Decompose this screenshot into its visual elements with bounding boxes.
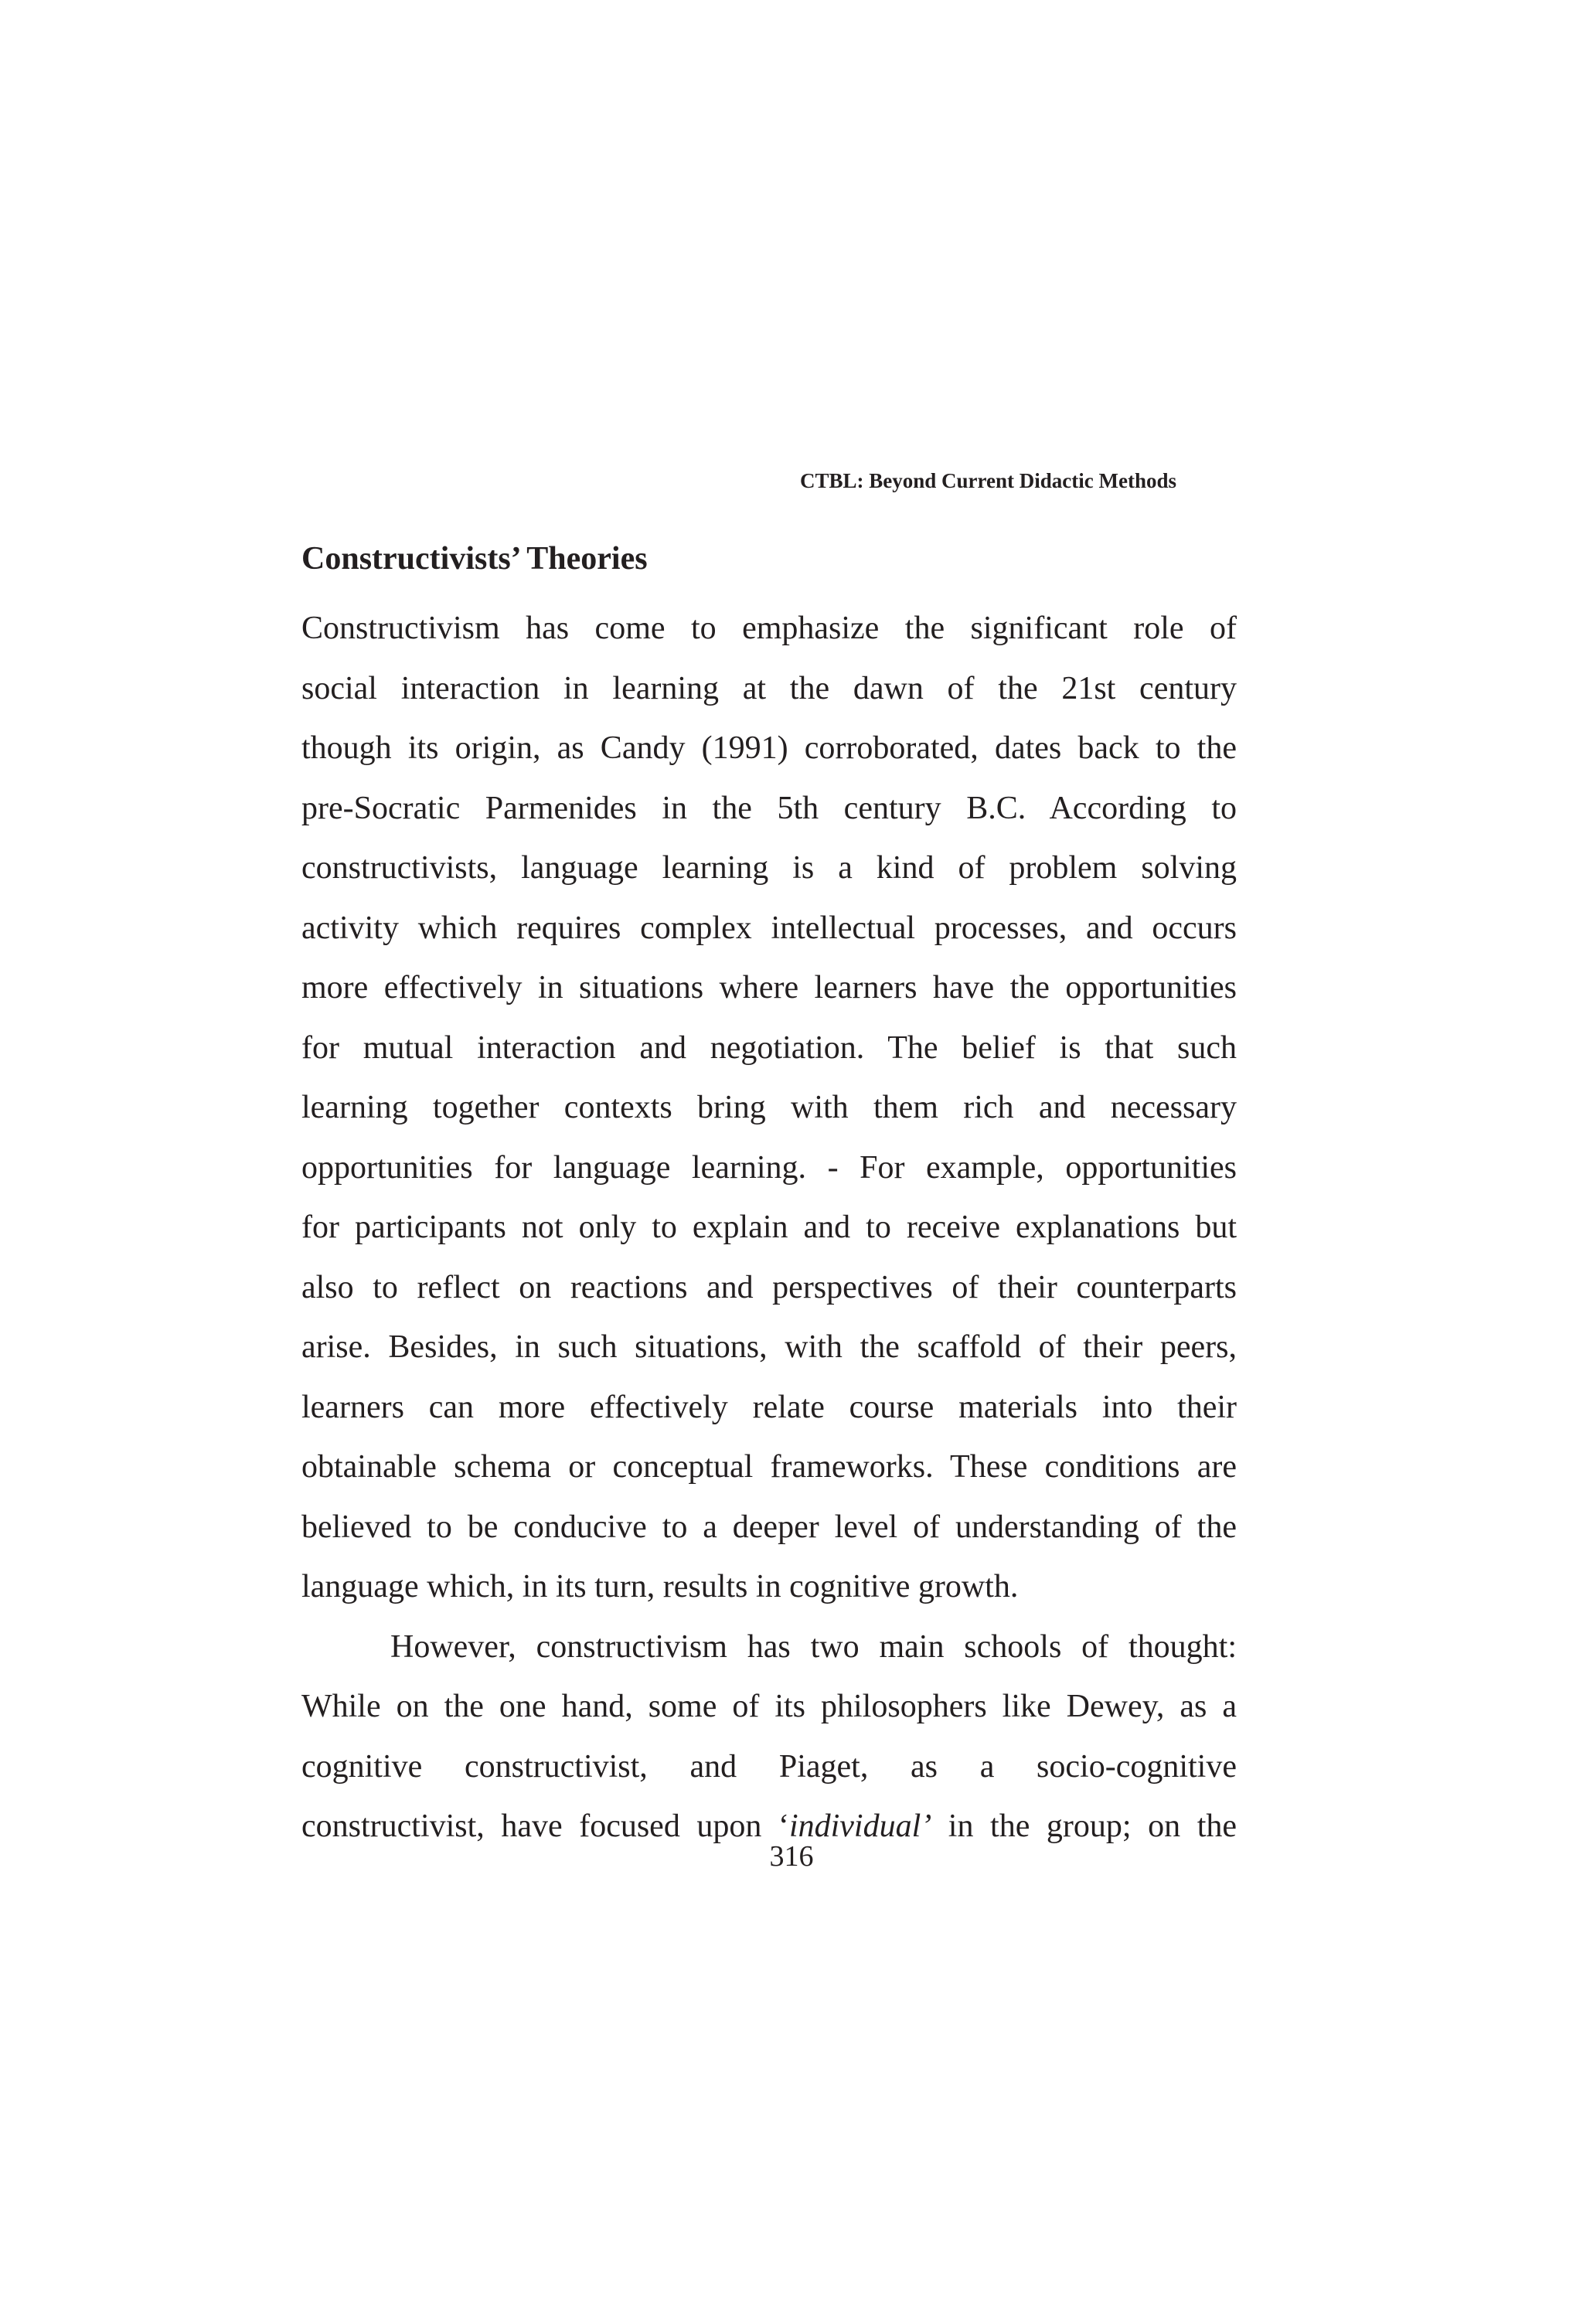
section-heading: Constructivists’ Theories	[301, 541, 648, 577]
text-fragment: in the group; on the	[931, 1809, 1237, 1844]
text-line: learning together contexts bring with them rich and necessary	[301, 1090, 1237, 1125]
text-line: Constructivism has come to emphasize the significant role of	[301, 611, 1237, 646]
text-line: for participants not only to explain and to receive explanations but	[301, 1210, 1237, 1245]
text-line: though its origin, as Candy (1991) corroborated, dates back to the	[301, 730, 1237, 766]
text-line: learners can more effectively relate course materials into their	[301, 1389, 1237, 1425]
text-line: constructivists, language learning is a kind of problem solving	[301, 850, 1237, 886]
text-line: more effectively in situations where learners have the opportunities	[301, 970, 1237, 1005]
body-text	[301, 599, 1237, 1857]
text-fragment: constructivist, have focused upon ‘	[301, 1809, 789, 1844]
text-line: However, constructivism has two main schools of thought:	[390, 1628, 1237, 1665]
text-line: also to reflect on reactions and perspectives of their counterparts	[301, 1269, 1237, 1305]
text-line: arise. Besides, in such situations, with the scaffold of their peers,	[301, 1329, 1237, 1365]
page-number: 316	[769, 1840, 814, 1873]
text-line: cognitive constructivist, and Piaget, as a socio-cognitive	[301, 1748, 1237, 1785]
text-line: opportunities for language learning. - For example, opportunities	[301, 1149, 1237, 1186]
text-line: obtainable schema or conceptual frameworks. These conditions are	[301, 1449, 1237, 1485]
text-line: While on the one hand, some of its philosophers like Dewey, as a	[301, 1689, 1237, 1724]
text-line: activity which requires complex intellectual processes, and occurs	[301, 910, 1237, 946]
text-line: believed to be conducive to a deeper level of understanding of the	[301, 1509, 1237, 1545]
running-header: CTBL: Beyond Current Didactic Methods	[799, 469, 1176, 492]
paragraph-1	[301, 599, 1237, 1618]
text-line: for mutual interaction and negotiation. The belief is that such	[301, 1029, 1237, 1066]
text-line: social interaction in learning at the dawn of the 21st century	[301, 670, 1237, 706]
text-line: pre-Socratic Parmenides in the 5th century B.C. According to	[301, 790, 1237, 826]
text-line: language which, in its turn, results in cognitive growth.	[301, 1569, 1019, 1604]
paragraph-2	[301, 1618, 1237, 1857]
italic-term: individual’	[788, 1809, 932, 1844]
